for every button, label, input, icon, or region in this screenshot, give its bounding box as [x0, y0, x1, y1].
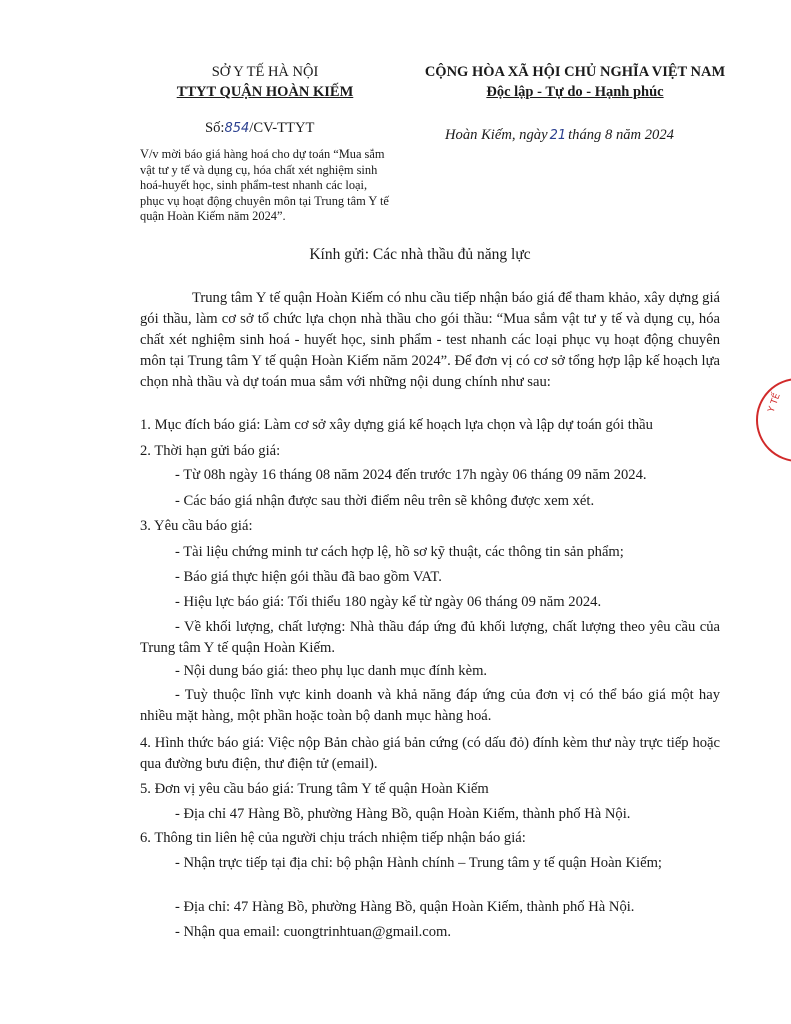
subject-line: vật tư y tế và dụng cụ, hóa chất xét nghiệm sinh [140, 162, 378, 177]
doc-date [445, 127, 674, 144]
item-5: 5. Đơn vị yêu cầu báo giá: Trung tâm Y tế quận Hoàn Kiếm [140, 781, 489, 797]
date-suffix: tháng 8 năm 2024 [568, 127, 674, 143]
item-3f: - Tuỳ thuộc lĩnh vực kinh doanh và khả năng đáp ứng của đơn vị có thể báo giá một hay nhiều mặt hàng, một phần hoặc toàn bộ danh mục hàng hoá. [140, 687, 720, 724]
item-5a: - Địa chỉ 47 Hàng Bồ, phường Hàng Bồ, quận Hoàn Kiếm, thành phố Hà Nội. [175, 806, 631, 822]
item-6a: - Nhận trực tiếp tại địa chỉ: bộ phận Hành chính – Trung tâm y tế quận Hoàn Kiếm; [175, 855, 662, 871]
item-3c: - Hiệu lực báo giá: Tối thiểu 180 ngày kể từ ngày 06 tháng 09 năm 2024. [175, 594, 602, 610]
doc-number-suffix: /CV-TTYT [249, 120, 315, 136]
doc-number-handwritten: 854 [224, 121, 250, 136]
item-3e: - Nội dung báo giá: theo phụ lục danh mục đính kèm. [175, 663, 488, 679]
item-2a: - Từ 08h ngày 16 tháng 08 năm 2024 đến trước 17h ngày 06 tháng 09 năm 2024. [175, 467, 647, 483]
salutation: Kính gửi: Các nhà thầu đủ năng lực [309, 246, 531, 263]
item-4: 4. Hình thức báo giá: Việc nộp Bản chào giá bản cứng (có dấu đỏ) đính kèm thư này trực tiếp hoặc qua đường bưu điện, thư điện tử (email). [140, 735, 720, 772]
item-1: 1. Mục đích báo giá: Làm cơ sở xây dựng giá kế hoạch lựa chọn và lập dự toán gói thầu [140, 417, 653, 433]
subject-line: V/v mời báo giá hàng hoá cho dự toán “Mua sắm [140, 147, 385, 161]
unit-name: TTYT QUẬN HOÀN KIẾM [176, 84, 354, 100]
subject-block [140, 147, 408, 225]
red-stamp [756, 378, 791, 462]
country-name: CỘNG HÒA XÃ HỘI CHỦ NGHĨA VIỆT NAM [424, 64, 726, 80]
item-2: 2. Thời hạn gửi báo giá: [140, 443, 281, 459]
item-6: 6. Thông tin liên hệ của người chịu trách nhiệm tiếp nhận báo giá: [140, 830, 526, 846]
date-prefix: Hoàn Kiếm, ngày [445, 127, 548, 143]
date-day-handwritten: 21 [549, 128, 567, 143]
stamp-text: Y TẾ [766, 392, 783, 414]
agency-name: SỞ Y TẾ HÀ NỘI [211, 64, 319, 80]
doc-number [205, 120, 314, 137]
subject-line: phục vụ hoạt động chuyên môn tại Trung tâm Y tế [140, 193, 389, 208]
subject-line: quận Hoàn Kiếm năm 2024”. [140, 209, 286, 223]
item-3: 3. Yêu cầu báo giá: [140, 518, 253, 534]
item-2b: - Các báo giá nhận được sau thời điểm nêu trên sẽ không được xem xét. [175, 493, 595, 509]
item-3d: - Về khối lượng, chất lượng: Nhà thầu đáp ứng đủ khối lượng, chất lượng theo yêu cầu của Trung tâm Y tế quận Hoàn Kiếm. [140, 619, 720, 656]
motto: Độc lập - Tự do - Hạnh phúc [486, 84, 664, 100]
item-6c: - Nhận qua email: cuongtrinhtuan@gmail.com. [175, 924, 452, 940]
subject-line: hoá-huyết học, sinh phẩm-test nhanh các loại, [140, 178, 368, 192]
item-3a: - Tài liệu chứng minh tư cách hợp lệ, hồ sơ kỹ thuật, các thông tin sản phẩm; [175, 544, 624, 560]
doc-number-prefix: Số: [205, 120, 225, 136]
intro-paragraph: Trung tâm Y tế quận Hoàn Kiếm có nhu cầu tiếp nhận báo giá để tham khảo, xây dựng giá gói thầu, làm cơ sở tổ chức lựa chọn nhà thầu cho gói thầu: “Mua sắm vật tư y tế và dụng cụ, hóa chất xét nghiệm sinh hoá - huyết học, sinh phẩm - test nhanh các loại phục vụ hoạt động chuyên môn tại Trung tâm Y tế quận Hoàn Kiếm năm 2024”. Để đơn vị có cơ sở tổng hợp lập kế hoạch lựa chọn nhà thầu và dự toán mua sắm với những nội dung chính như sau: [140, 290, 720, 390]
item-3b: - Báo giá thực hiện gói thầu đã bao gồm VAT. [175, 569, 442, 585]
item-6b: - Địa chỉ: 47 Hàng Bồ, phường Hàng Bồ, quận Hoàn Kiếm, thành phố Hà Nội. [175, 899, 635, 915]
